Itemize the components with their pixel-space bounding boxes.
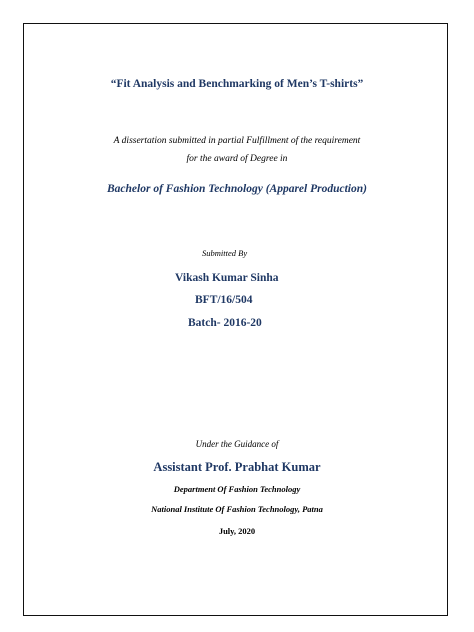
department-name: Department Of Fashion Technology [173,484,301,494]
degree-name: Bachelor of Fashion Technology (Apparel Production) [107,183,367,195]
submitted-by-label: Submitted By [202,248,248,258]
dissertation-statement-line-2: for the award of Degree in [186,154,288,164]
guidance-label: Under the Guidance of [195,439,279,449]
dissertation-title: “Fit Analysis and Benchmarking of Men’s T-shirts” [110,78,364,90]
submission-date: July, 2020 [218,526,256,536]
dissertation-statement-line-1: A dissertation submitted in partial Fulfillment of the requirement [113,136,361,146]
roll-number: BFT/16/504 [195,294,253,306]
student-name: Vikash Kumar Sinha [175,272,279,284]
institute-name: National Institute Of Fashion Technology, Patna [151,504,323,514]
guide-name: Assistant Prof. Prabhat Kumar [153,460,321,474]
batch: Batch- 2016-20 [188,317,262,329]
